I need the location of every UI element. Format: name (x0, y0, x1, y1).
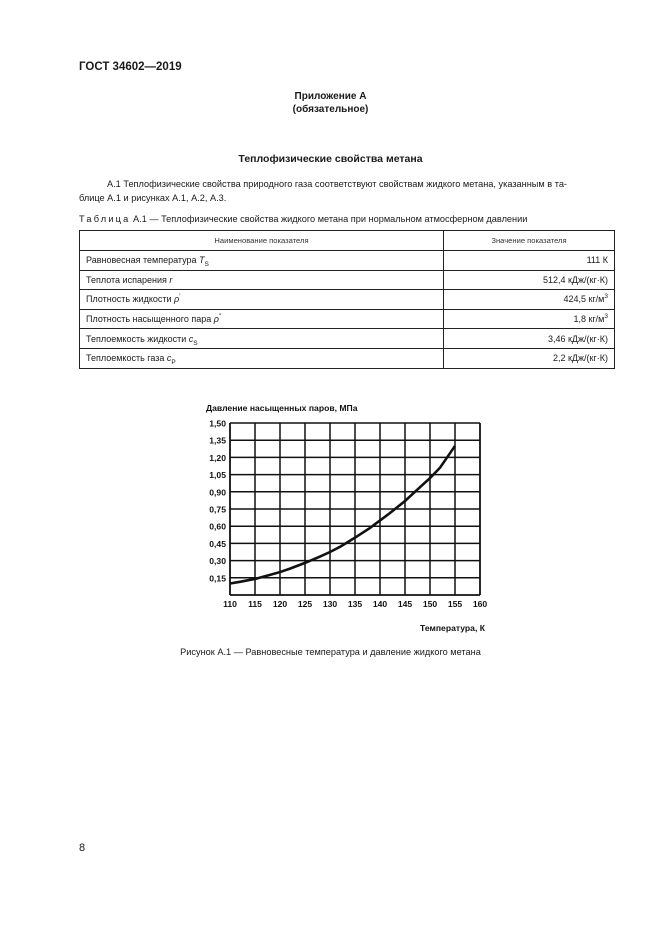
y-tick-label: 1,35 (209, 435, 226, 446)
y-axis-label: Давление насыщенных паров, МПа (206, 403, 358, 413)
table-row (80, 290, 615, 310)
property-value-text: 111 К (586, 255, 608, 266)
property-symbol-sup: ″ (218, 313, 222, 321)
property-name (80, 290, 444, 310)
table-row (80, 270, 615, 290)
table-body (80, 251, 615, 369)
property-value (444, 251, 615, 271)
x-tick-label: 110 (223, 599, 237, 609)
x-tick-label: 115 (248, 599, 262, 609)
property-value (444, 329, 615, 349)
property-value (444, 348, 615, 368)
x-tick-label: 120 (272, 599, 288, 609)
table-row (80, 309, 615, 329)
property-symbol-sub: P (171, 359, 176, 367)
x-tick-label: 130 (322, 599, 338, 609)
x-tick-labels (223, 599, 487, 609)
x-tick-label: 140 (372, 599, 388, 609)
paragraph-line-1: А.1 Теплофизические свойства природного газа соответствуют свойствам жидкого метана, указанным в та- (107, 179, 567, 189)
x-tick-label: 145 (397, 599, 413, 609)
y-tick-label: 0,30 (209, 556, 226, 567)
y-tick-label: 1,20 (209, 452, 226, 463)
property-label: Плотность насыщенного пара (86, 314, 214, 325)
x-axis-label: Температура, К (420, 623, 485, 633)
property-symbol: r (169, 274, 173, 285)
property-value (444, 290, 615, 310)
x-tick-label: 150 (422, 599, 438, 609)
property-label: Теплота испарения (86, 274, 170, 285)
property-value-text: 3,46 кДж/(кг·К) (547, 333, 608, 344)
page-number: 8 (79, 842, 86, 854)
property-label: Теплоемкость жидкости (86, 333, 189, 344)
annex-subtitle: (обязательное) (292, 104, 369, 115)
y-tick-label: 0,15 (209, 573, 226, 584)
x-tick-label: 135 (347, 599, 363, 609)
header-name: Наименование показателя (80, 231, 444, 251)
property-symbol-sub: S (204, 261, 209, 269)
property-label: Теплоемкость газа (86, 353, 167, 364)
property-symbol-sub: S (193, 339, 198, 347)
property-value-sup: 3 (604, 293, 608, 301)
property-label: Равновесная температура (86, 255, 200, 266)
property-symbol: c (188, 333, 194, 344)
y-tick-label: 1,05 (209, 470, 226, 481)
y-tick-label: 0,60 (209, 521, 226, 532)
table-caption-text: А.1 — Теплофизические свойства жидкого метана при нормальном атмосферном давлении (130, 214, 528, 224)
property-name (80, 251, 444, 271)
property-symbol: c (166, 353, 172, 364)
property-name (80, 270, 444, 290)
properties-table (79, 230, 615, 369)
table-caption (79, 214, 527, 224)
x-tick-label: 125 (297, 599, 313, 609)
pressure-curve (230, 446, 455, 584)
vapor-pressure-chart (190, 395, 500, 640)
section-title: Теплофизические свойства метана (238, 153, 423, 165)
y-tick-label: 0,90 (209, 487, 226, 498)
property-name (80, 309, 444, 329)
y-tick-labels (209, 419, 226, 584)
x-tick-label: 160 (472, 599, 488, 609)
table-caption-label: Таблица (79, 214, 131, 224)
property-name (80, 348, 444, 368)
table-row (80, 329, 615, 349)
table-header-row (80, 231, 615, 251)
property-label: Плотность жидкости (86, 294, 175, 305)
y-tick-label: 0,75 (209, 504, 226, 515)
table-row (80, 348, 615, 368)
property-symbol-sup: ′ (179, 293, 181, 301)
property-symbol: ρ (213, 314, 219, 325)
property-value (444, 309, 615, 329)
annex-title: Приложение А (294, 91, 367, 102)
document-code: ГОСТ 34602—2019 (79, 61, 182, 73)
property-name (80, 329, 444, 349)
y-tick-label: 0,45 (209, 538, 226, 549)
chart-grid (230, 423, 480, 595)
x-tick-label: 155 (447, 599, 463, 609)
property-symbol: T (199, 255, 205, 266)
property-value-text: 2,2 кДж/(кг·К) (552, 353, 608, 364)
figure-caption: Рисунок А.1 — Равновесные температура и давление жидкого метана (180, 647, 481, 657)
header-value: Значение показателя (444, 231, 615, 251)
property-value-sup: 3 (604, 313, 608, 321)
y-tick-label: 1,50 (209, 418, 226, 429)
table-row (80, 251, 615, 271)
paragraph-line-2: блице А.1 и рисунках А.1, А.2, А.3. (79, 193, 227, 203)
property-value (444, 270, 615, 290)
property-value-text: 424,5 кг/м (563, 294, 605, 305)
property-symbol: ρ (174, 294, 180, 305)
property-value-text: 1,8 кг/м (573, 314, 605, 325)
property-value-text: 512,4 кДж/(кг·К) (542, 274, 608, 285)
